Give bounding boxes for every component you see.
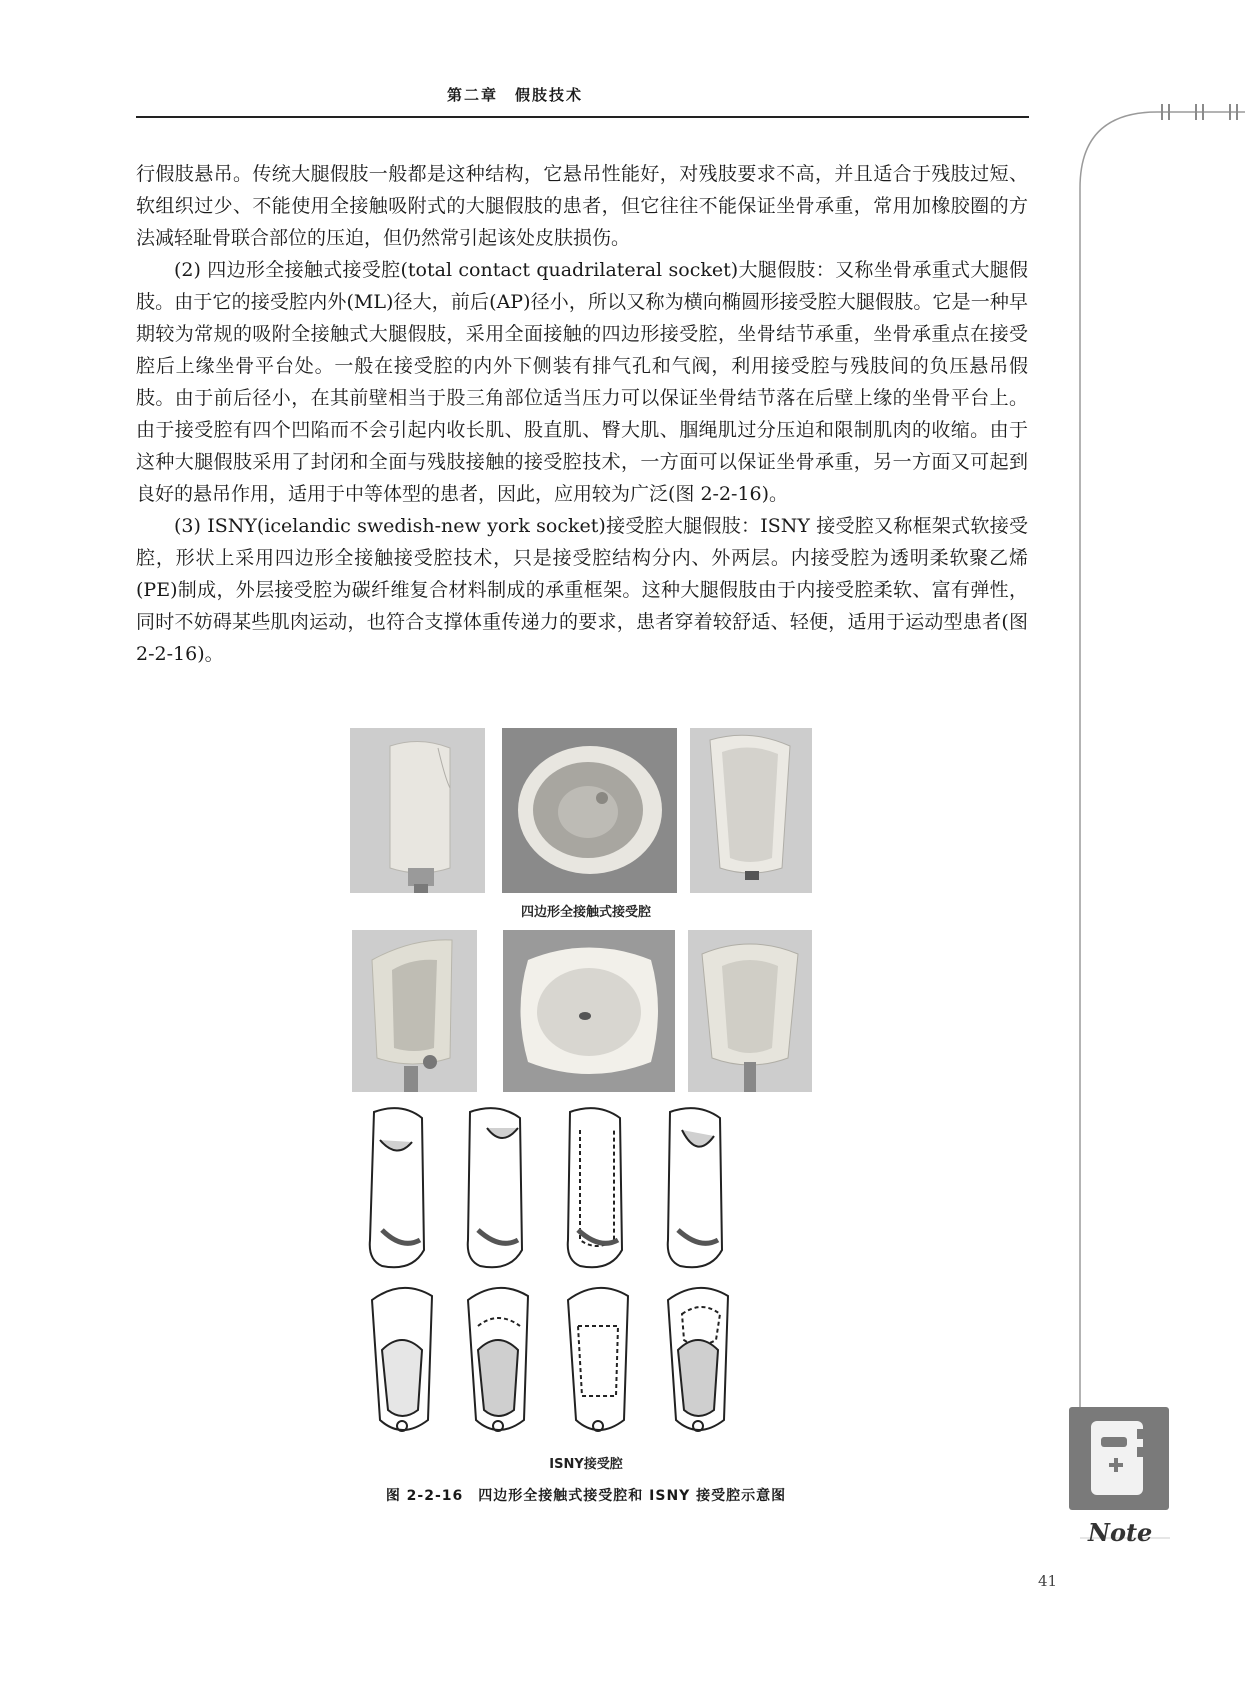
- isny-socket-front-photo: [688, 930, 812, 1092]
- figure-caption: 图 2-2-16 四边形全接触式接受腔和 ISNY 接受腔示意图: [385, 1488, 787, 1504]
- isny-socket-top-photo: [503, 930, 675, 1092]
- note-label: Note: [1088, 1518, 1153, 1547]
- header-rule: [136, 116, 1029, 118]
- quad-socket-top-photo: [502, 728, 677, 893]
- note-medical-icon: [1069, 1407, 1169, 1510]
- isny-diagram: [352, 1100, 782, 1445]
- chapter-header: 第二章 假肢技术: [446, 86, 583, 104]
- page-number: 41: [1038, 1572, 1058, 1590]
- paragraph-2: (2) 四边形全接触式接受腔(total contact quadrilateral socket)大腿假肢：又称坐骨承重式大腿假肢。由于它的接受腔内外(ML)径大，前后(AP)径小，所以又称为横向椭圆形接受腔大腿假肢。它是一种早期较为常规的吸附全接触式大腿假肢，采用全面接触的四边形接受腔，坐骨结节承重，坐骨承重点在接受腔后上缘坐骨平台处。一般在接受腔的内外下侧装有排气孔和气阀，利用接受腔与残肢间的负压悬吊假肢。由于前后径小，在其前壁相当于股三角部位适当压力可以保证坐骨结节落在后壁上缘的坐骨平台上。由于接受腔有四个凹陷而不会引起内收长肌、股直肌、臀大肌、腘绳肌过分压迫和限制肌肉的收缩。由于这种大腿假肢采用了封闭和全面与残肢接触的接受腔技术，一方面可以保证坐骨承重，另一方面又可起到良好的悬吊作用，适用于中等体型的患者，因此，应用较为广泛(图 2-2-16)。: [136, 259, 1028, 505]
- paragraph-1: 行假肢悬吊。传统大腿假肢一般都是这种结构，它悬吊性能好，对残肢要求不高，并且适合于残肢过短、软组织过少、不能使用全接触吸附式的大腿假肢的患者，但它往往不能保证坐骨承重，常用加橡胶圈的方法减轻耻骨联合部位的压迫，但仍然常引起该处皮肤损伤。: [136, 163, 1028, 249]
- margin-decoration: [1045, 98, 1245, 1568]
- body-text: [136, 158, 1028, 670]
- quad-socket-side-photo: [350, 728, 485, 893]
- isny-socket-side-photo: [352, 930, 477, 1092]
- isny-caption: ISNY接受腔: [549, 1457, 623, 1472]
- quad-socket-open-photo: [690, 728, 812, 893]
- paragraph-3: (3) ISNY(icelandic swedish-new york socket)接受腔大腿假肢：ISNY 接受腔又称框架式软接受腔，形状上采用四边形全接触接受腔技术，只是接受腔结构分内、外两层。内接受腔为透明柔软聚乙烯(PE)制成，外层接受腔为碳纤维复合材料制成的承重框架。这种大腿假肢由于内接受腔柔软、富有弹性，同时不妨碍某些肌肉运动，也符合支撑体重传递力的要求，患者穿着较舒适、轻便，适用于运动型患者(图 2-2-16)。: [136, 515, 1028, 665]
- quad-socket-caption: 四边形全接触式接受腔: [520, 905, 651, 920]
